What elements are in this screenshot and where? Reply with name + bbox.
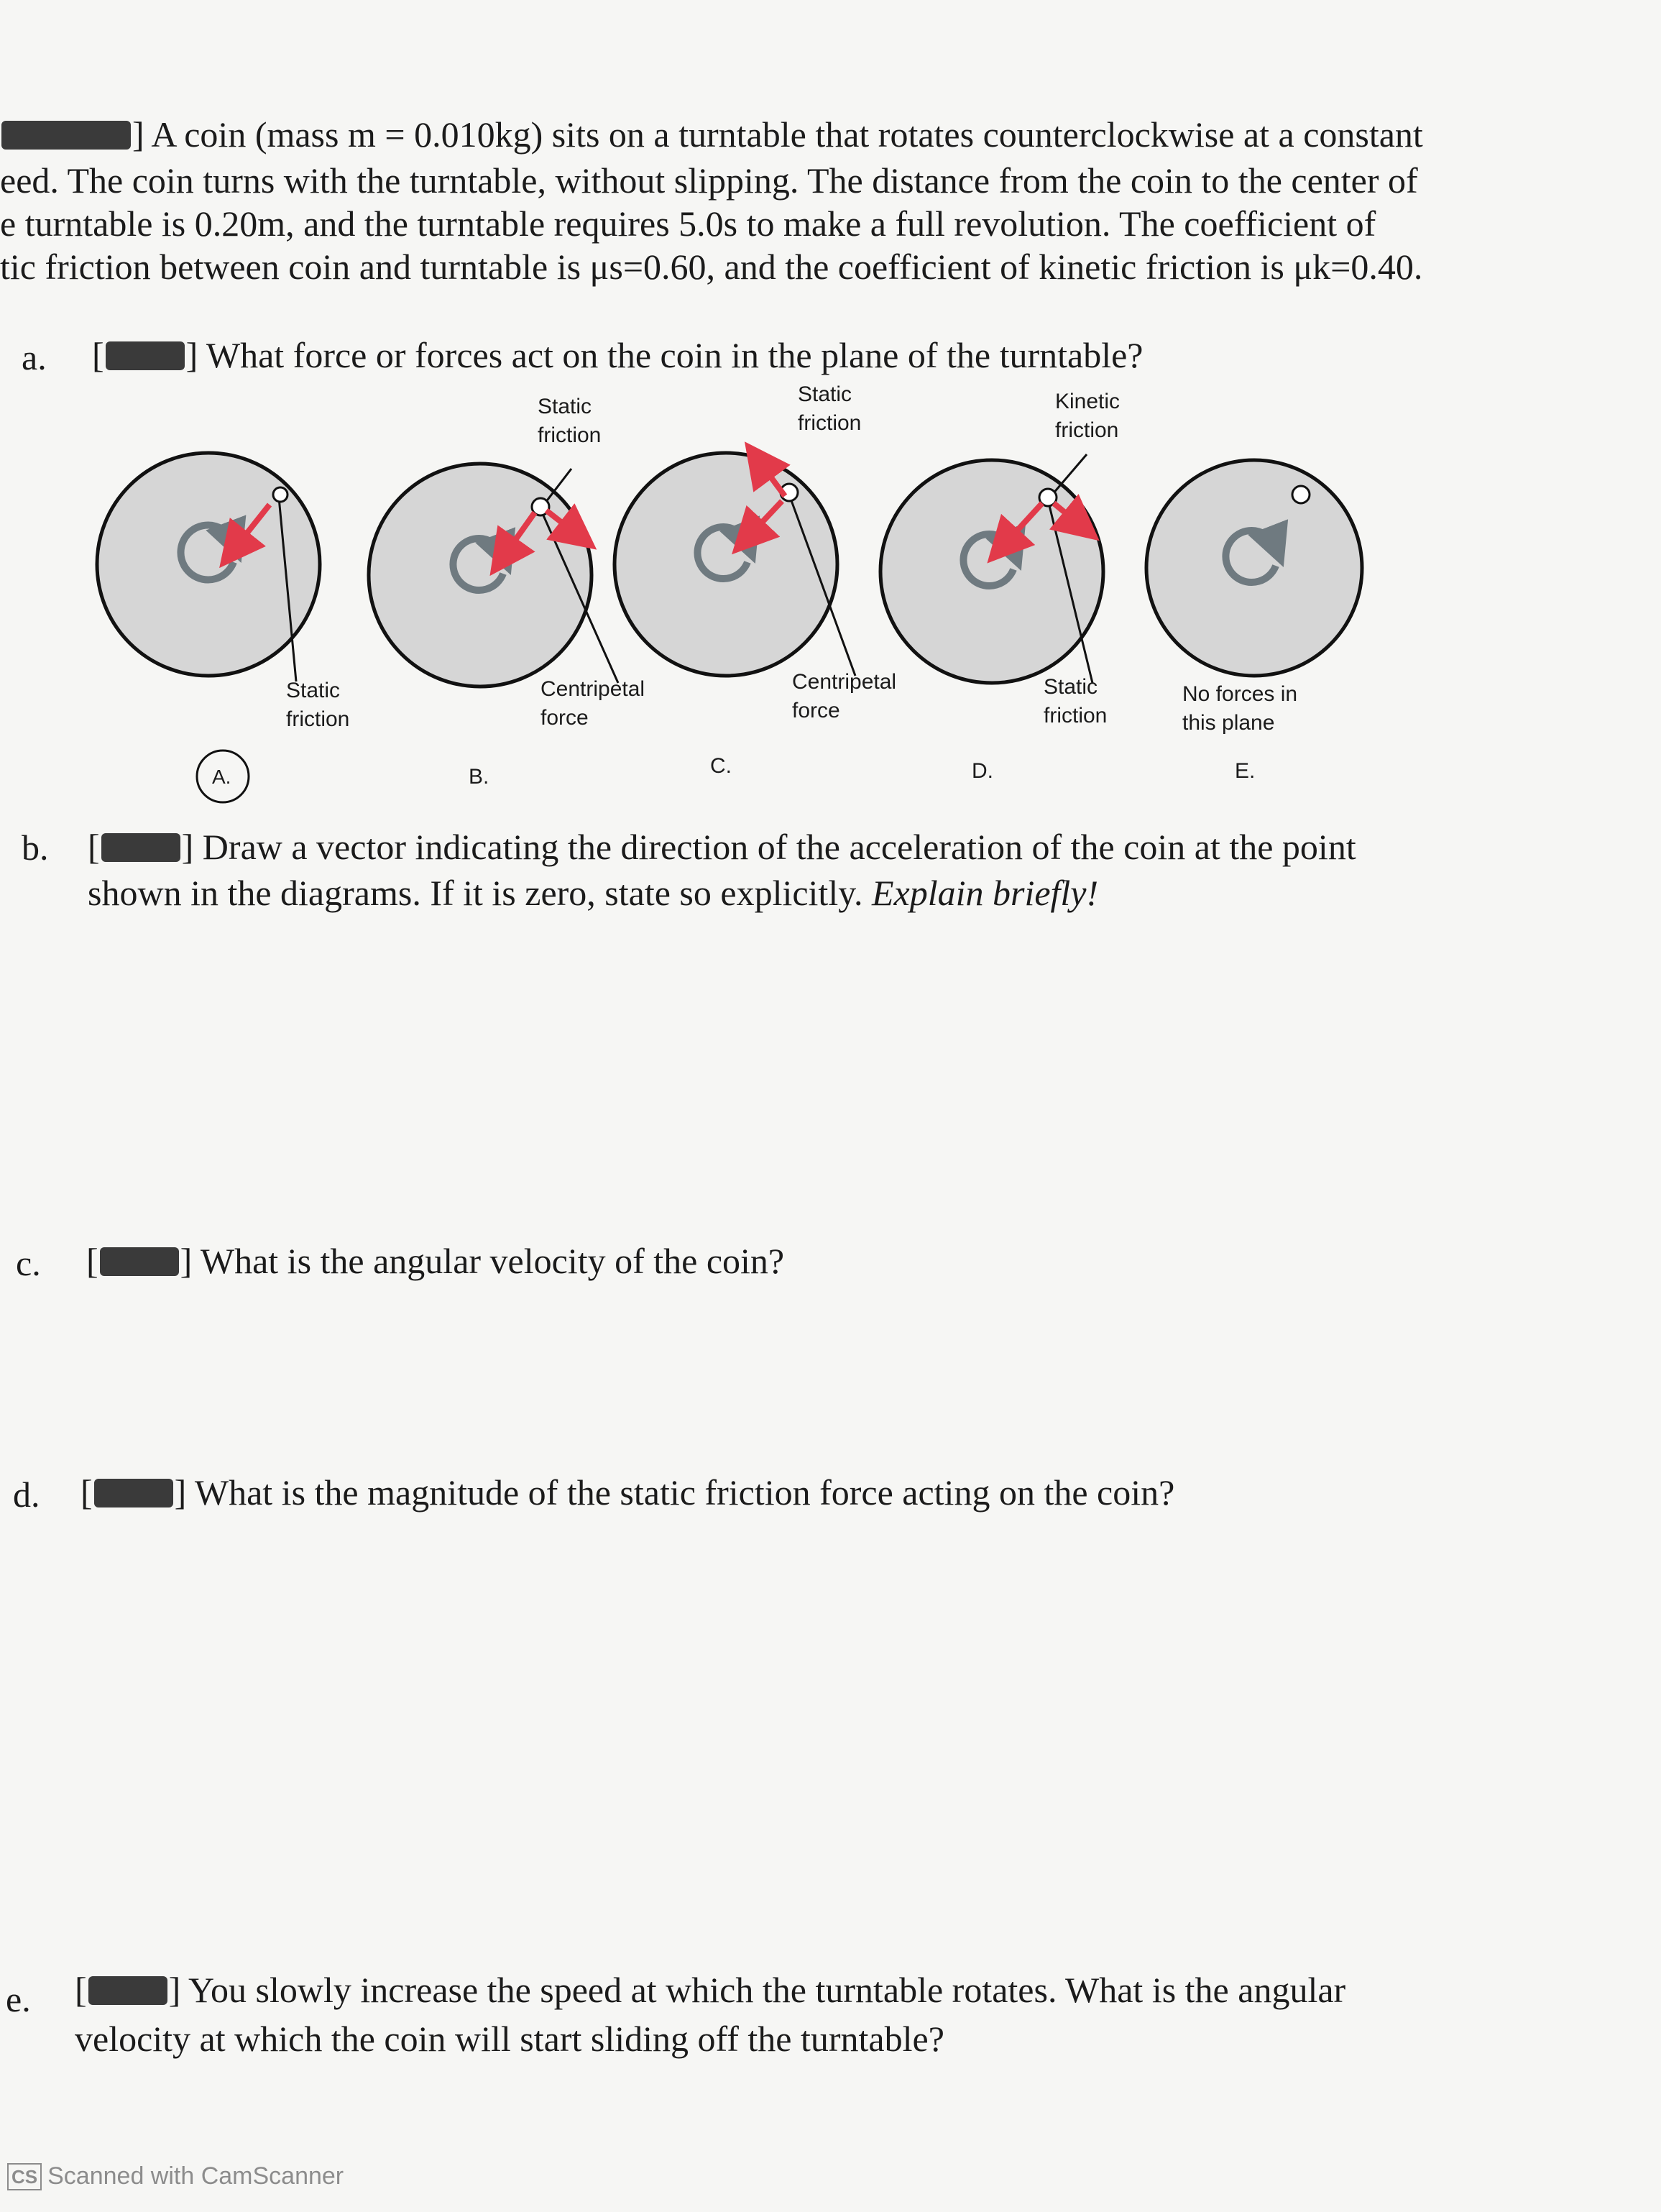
label-b-bottom-2: force — [540, 706, 589, 730]
question-d-text: [ ] What is the magnitude of the static friction force acting on the coin? — [80, 1472, 1175, 1513]
question-b-line-2: shown in the diagrams. If it is zero, state so explicitly. Explain briefly! — [88, 873, 1099, 913]
option-letter-e: E. — [1235, 759, 1256, 783]
option-letter-d: D. — [972, 759, 993, 783]
question-c-text: [ ] What is the angular velocity of the coin? — [86, 1241, 785, 1281]
question-e-letter: e. — [6, 1979, 31, 2019]
watermark-text: Scanned with CamScanner — [47, 2162, 344, 2190]
redacted-points — [88, 1976, 167, 2005]
label-d-top-2: friction — [1055, 418, 1119, 442]
label-a-bottom-2: friction — [286, 707, 350, 731]
turntable-diagrams — [0, 374, 1661, 805]
label-a-bottom-1: Static — [286, 679, 341, 702]
question-a-text: [ ] What force or forces act on the coin in the plane of the turntable? — [92, 335, 1144, 375]
label-e-bottom-2: this plane — [1182, 711, 1275, 735]
redacted-points — [106, 341, 185, 370]
option-b — [369, 464, 618, 687]
turntable-disk — [97, 453, 320, 676]
question-c-letter: c. — [16, 1243, 41, 1283]
option-letter-c: C. — [710, 754, 732, 778]
redacted-points — [100, 1247, 179, 1276]
coin — [1292, 486, 1310, 503]
label-c-bottom-2: force — [792, 699, 840, 722]
question-b-line-1: [ ] Draw a vector indicating the direction of the acceleration of the coin at the point — [88, 827, 1356, 867]
label-c-top-1: Static — [798, 382, 852, 406]
label-e-bottom-1: No forces in — [1182, 682, 1298, 706]
label-d-top-1: Kinetic — [1055, 390, 1121, 413]
question-d-letter: d. — [13, 1474, 40, 1515]
redacted-points — [101, 833, 180, 862]
intro-line-2: eed. The coin turns with the turntable, without slipping. The distance from the coin to the center of — [0, 160, 1418, 201]
option-a — [97, 453, 320, 682]
intro-line-1: ] A coin (mass m = 0.010kg) sits on a turntable that rotates counterclockwise at a constant — [0, 114, 1423, 155]
camscanner-logo-icon: CS — [7, 2163, 42, 2190]
turntable-disk — [369, 464, 592, 687]
question-e-line-2: velocity at which the coin will start sliding off the turntable? — [75, 2019, 944, 2059]
redacted-points — [94, 1479, 173, 1507]
turntable-disk — [880, 460, 1103, 683]
intro-line-3: e turntable is 0.20m, and the turntable requires 5.0s to make a full revolution. The coefficient of — [0, 203, 1376, 244]
label-b-top-1: Static — [538, 395, 592, 418]
option-letter-b: B. — [469, 765, 489, 789]
label-c-bottom-1: Centripetal — [792, 670, 897, 694]
option-e — [1146, 460, 1362, 676]
question-a-letter: a. — [22, 337, 47, 377]
redacted-points — [1, 121, 131, 150]
turntable-disk — [615, 453, 837, 676]
question-e-line-1: [ ] You slowly increase the speed at which the turntable rotates. What is the angular — [75, 1970, 1346, 2010]
option-d — [880, 454, 1103, 683]
turntable-disk — [1146, 460, 1362, 676]
label-b-top-2: friction — [538, 423, 602, 447]
question-b-letter: b. — [22, 827, 49, 868]
intro-line-4: tic friction between coin and turntable is μs=0.60, and the coefficient of kinetic friction is μk=0.40. — [0, 247, 1423, 287]
scanner-watermark — [7, 2162, 344, 2190]
label-c-top-2: friction — [798, 411, 862, 435]
coin — [273, 487, 287, 502]
label-d-bottom-1: Static — [1044, 675, 1098, 699]
option-c — [615, 453, 855, 676]
label-b-bottom-1: Centripetal — [540, 677, 645, 701]
label-d-bottom-2: friction — [1044, 704, 1108, 728]
option-letter-a: A. — [212, 766, 231, 788]
